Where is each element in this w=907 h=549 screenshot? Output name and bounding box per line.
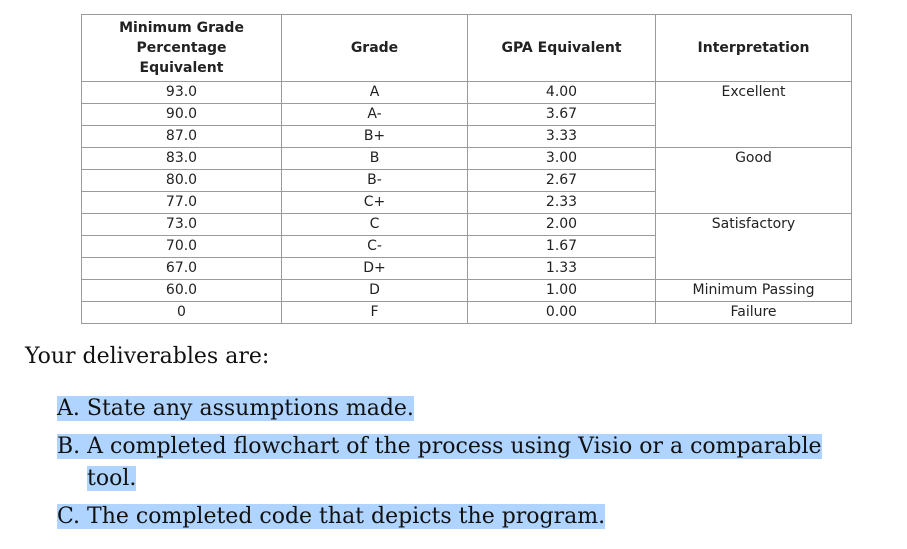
cell-interpretation: Excellent: [656, 82, 852, 148]
header-grade: [282, 15, 468, 82]
table-row: [82, 148, 852, 170]
header-line: Minimum Grade: [119, 20, 244, 36]
cell-gpa: 3.33: [468, 126, 656, 148]
cell-gpa: 1.67: [468, 236, 656, 258]
cell-grade: A: [282, 82, 468, 104]
deliverables-heading: Your deliverables are:: [25, 344, 270, 369]
deliverable-item: [57, 501, 857, 533]
cell-interpretation: Satisfactory: [656, 214, 852, 280]
grade-table: [81, 14, 852, 324]
header-interpretation: [656, 15, 852, 82]
cell-gpa: 0.00: [468, 302, 656, 324]
cell-min-percentage: 70.0: [82, 236, 282, 258]
cell-grade: D+: [282, 258, 468, 280]
header-gpa-equivalent: [468, 15, 656, 82]
cell-min-percentage: 87.0: [82, 126, 282, 148]
cell-min-percentage: 73.0: [82, 214, 282, 236]
cell-grade: C-: [282, 236, 468, 258]
cell-gpa: 4.00: [468, 82, 656, 104]
cell-gpa: 3.67: [468, 104, 656, 126]
cell-grade: C: [282, 214, 468, 236]
cell-gpa: 1.00: [468, 280, 656, 302]
deliverable-item: [57, 393, 857, 425]
header-min-grade-percentage: [82, 15, 282, 82]
header-line: Percentage: [136, 40, 227, 56]
deliverable-item: [57, 431, 857, 495]
cell-gpa: 2.00: [468, 214, 656, 236]
cell-min-percentage: 60.0: [82, 280, 282, 302]
cell-grade: D: [282, 280, 468, 302]
cell-interpretation: Good: [656, 148, 852, 214]
cell-min-percentage: 80.0: [82, 170, 282, 192]
table-row: [82, 82, 852, 104]
cell-gpa: 2.67: [468, 170, 656, 192]
deliverable-text: B. A completed flowchart of the process using Visio or a comparable: [57, 434, 822, 459]
cell-min-percentage: 83.0: [82, 148, 282, 170]
cell-min-percentage: 0: [82, 302, 282, 324]
cell-gpa: 1.33: [468, 258, 656, 280]
cell-grade: A-: [282, 104, 468, 126]
table-row: [82, 214, 852, 236]
cell-min-percentage: 93.0: [82, 82, 282, 104]
cell-min-percentage: 67.0: [82, 258, 282, 280]
deliverable-text: C. The completed code that depicts the program.: [57, 504, 606, 529]
table-body: [82, 82, 852, 324]
cell-min-percentage: 90.0: [82, 104, 282, 126]
cell-gpa: 3.00: [468, 148, 656, 170]
deliverable-text: tool.: [87, 466, 137, 491]
header-line: GPA Equivalent: [501, 40, 622, 56]
cell-interpretation: Failure: [656, 302, 852, 324]
header-line: Interpretation: [697, 40, 810, 56]
cell-grade: B+: [282, 126, 468, 148]
cell-grade: C+: [282, 192, 468, 214]
cell-grade: B-: [282, 170, 468, 192]
cell-interpretation: Minimum Passing: [656, 280, 852, 302]
deliverables-list: [57, 393, 857, 539]
cell-min-percentage: 77.0: [82, 192, 282, 214]
header-line: Grade: [350, 40, 399, 56]
table-row: [82, 280, 852, 302]
header-line: Equivalent: [139, 60, 224, 76]
cell-grade: F: [282, 302, 468, 324]
cell-grade: B: [282, 148, 468, 170]
table-row: [82, 302, 852, 324]
deliverable-text: A. State any assumptions made.: [57, 396, 414, 421]
table-header-row: [82, 15, 852, 82]
cell-gpa: 2.33: [468, 192, 656, 214]
